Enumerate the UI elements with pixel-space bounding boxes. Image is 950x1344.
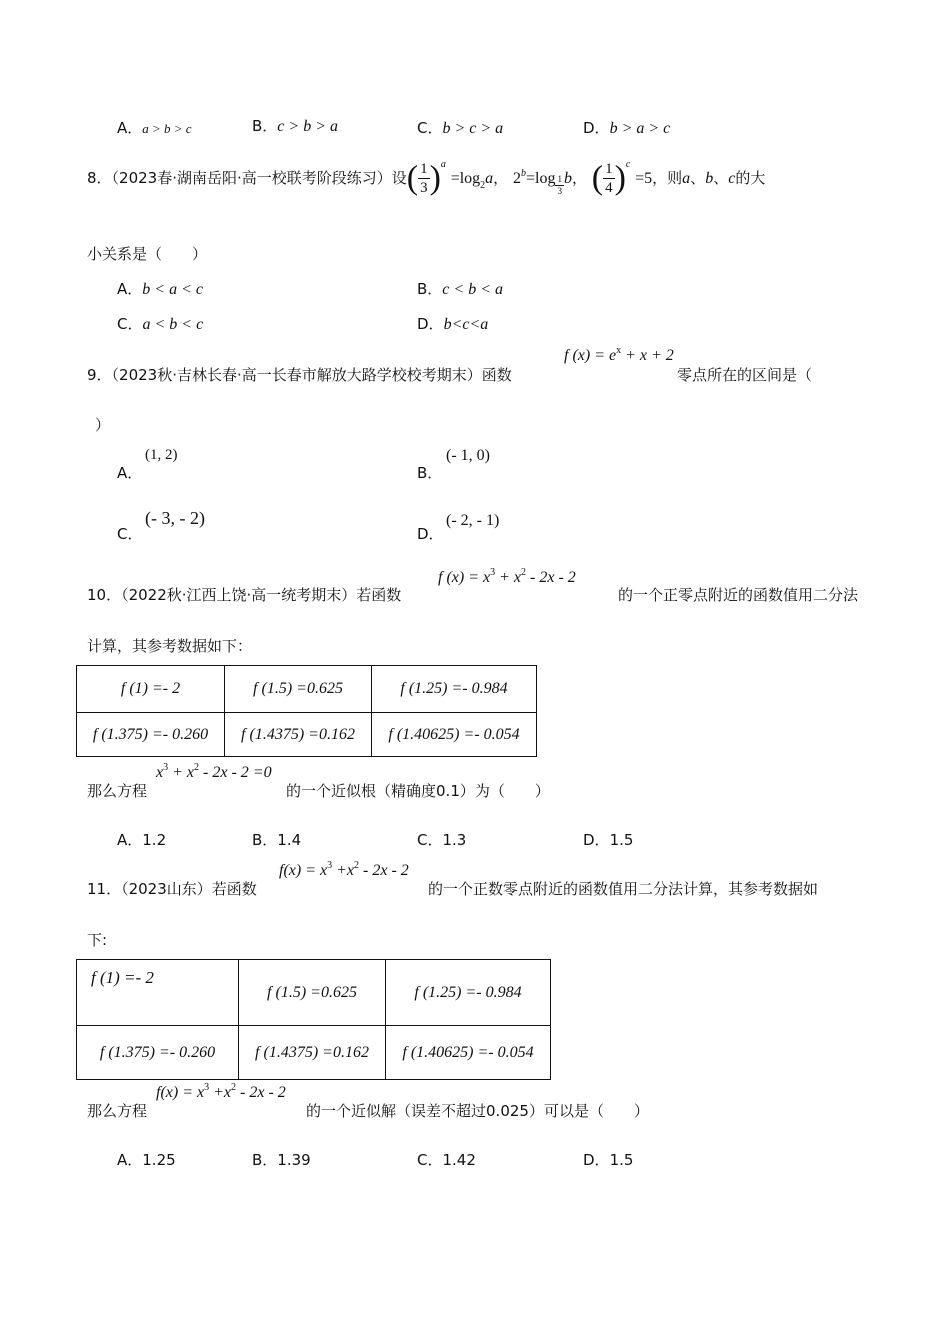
table-cell: f (1.25) =- 0.984 [386,960,551,1026]
table-cell: f (1.5) =0.625 [239,960,386,1026]
q7-option-c: C．b > c > a [417,119,504,137]
table-cell: f (1.375) =- 0.260 [77,713,225,757]
q11-option-a: A．1.25 [117,1151,176,1169]
q8-option-b: B．c < b < a [417,280,503,298]
q11-equation-pre: 那么方程 [87,1102,148,1120]
q8-stem: 8．（2023春·湖南岳阳·高一校联考阶段练习）设( $\frac{1}{3}$ )$^a =\log_2a$， $2^b=\log$ $\frac{1}{3}$ b， ( $\frac{1}{4}$ )$^c$ =5，则a、b、c的大 [87,159,766,197]
table-cell: f (1.25) =- 0.984 [372,666,537,713]
q10-option-c: C．1.3 [417,831,467,849]
q11-equation: $f(x) = x^3 +x^2 - 2x - 2$ [156,1082,286,1101]
q11-stem-line2: 下: [87,931,108,949]
q10-equation-post: 的一个近似根（精确度0.1）为（ ） [286,782,550,800]
q9-option-d-label: D． [417,525,444,543]
q9-stem: 9．（2023秋·吉林长春·高一长春市解放大路学校校考期末）函数 [87,366,512,384]
q10-option-b: B．1.4 [252,831,302,849]
q8-stem-line2: 小关系是（ ） [87,245,208,263]
q10-data-table [76,665,537,757]
q11-data-table [76,959,551,1080]
q10-equation-pre: 那么方程 [87,782,148,800]
q9-option-a-label: A． [117,464,143,482]
q9-option-c: (- 3, - 2) [145,508,205,528]
q9-function: f $(x) = e^x + x + 2$ [564,345,674,364]
q9-stem-tail: 零点所在的区间是（ [677,366,813,384]
q10-option-a: A．1.2 [117,831,167,849]
q11-option-b: B．1.39 [252,1151,311,1169]
q9-option-c-label: C． [117,525,143,543]
q11-option-c: C．1.42 [417,1151,476,1169]
q8-source: （2023春·湖南岳阳·高一校联考阶段练习）设 [111,169,407,187]
q11-equation-post: 的一个近似解（误差不超过0.025）可以是（ ） [306,1102,649,1120]
q9-option-b: (- 1, 0) [446,447,490,464]
q9-option-b-label: B． [417,464,443,482]
table-cell: f (1.40625) =- 0.054 [386,1026,551,1080]
q9-option-d: (- 2, - 1) [446,512,500,529]
q10-function: f $(x) = x^3 + x^2 - 2x - 2$ [438,567,576,586]
q9-option-a: (1, 2) [145,447,178,463]
table-cell: f (1.375) =- 0.260 [77,1026,239,1080]
table-cell: f (1) =- 2 [77,666,225,713]
table-cell: f (1.5) =0.625 [225,666,372,713]
q8-number: 8． [87,169,112,187]
q11-option-d: D．1.5 [583,1151,634,1169]
q7-option-a: A．a > b > c [117,119,192,137]
q11-stem: 11．（2023山东）若函数 [87,880,257,898]
q7-option-b: B．c > b > a [252,117,338,135]
table-cell: f (1.4375) =0.162 [239,1026,386,1080]
q11-function: $f(x) = x^3 +x^2 - 2x - 2$ [279,860,409,879]
q10-stem: 10．（2022秋·江西上饶·高一统考期末）若函数 [87,586,402,604]
q10-stem-tail: 的一个正零点附近的函数值用二分法 [618,586,859,604]
q10-option-d: D．1.5 [583,831,634,849]
table-cell: f (1.40625) =- 0.054 [372,713,537,757]
table-cell: f (1) =- 2 [77,960,239,1026]
q8-option-c: C．a < b < c [117,315,204,333]
q10-stem-line2: 计算，其参考数据如下： [87,637,253,655]
q8-option-d: D．b<c<a [417,315,489,333]
q10-equation: $x^3 + x^2 - 2x - 2 =0$ [156,762,272,781]
q11-stem-tail: 的一个正数零点附近的函数值用二分法计算，其参考数据如 [428,880,819,898]
q8-option-a: A．b < a < c [117,280,203,298]
q7-option-d: D．b > a > c [583,119,671,137]
q9-stem-line2: ） [95,416,111,434]
table-cell: f (1.4375) =0.162 [225,713,372,757]
